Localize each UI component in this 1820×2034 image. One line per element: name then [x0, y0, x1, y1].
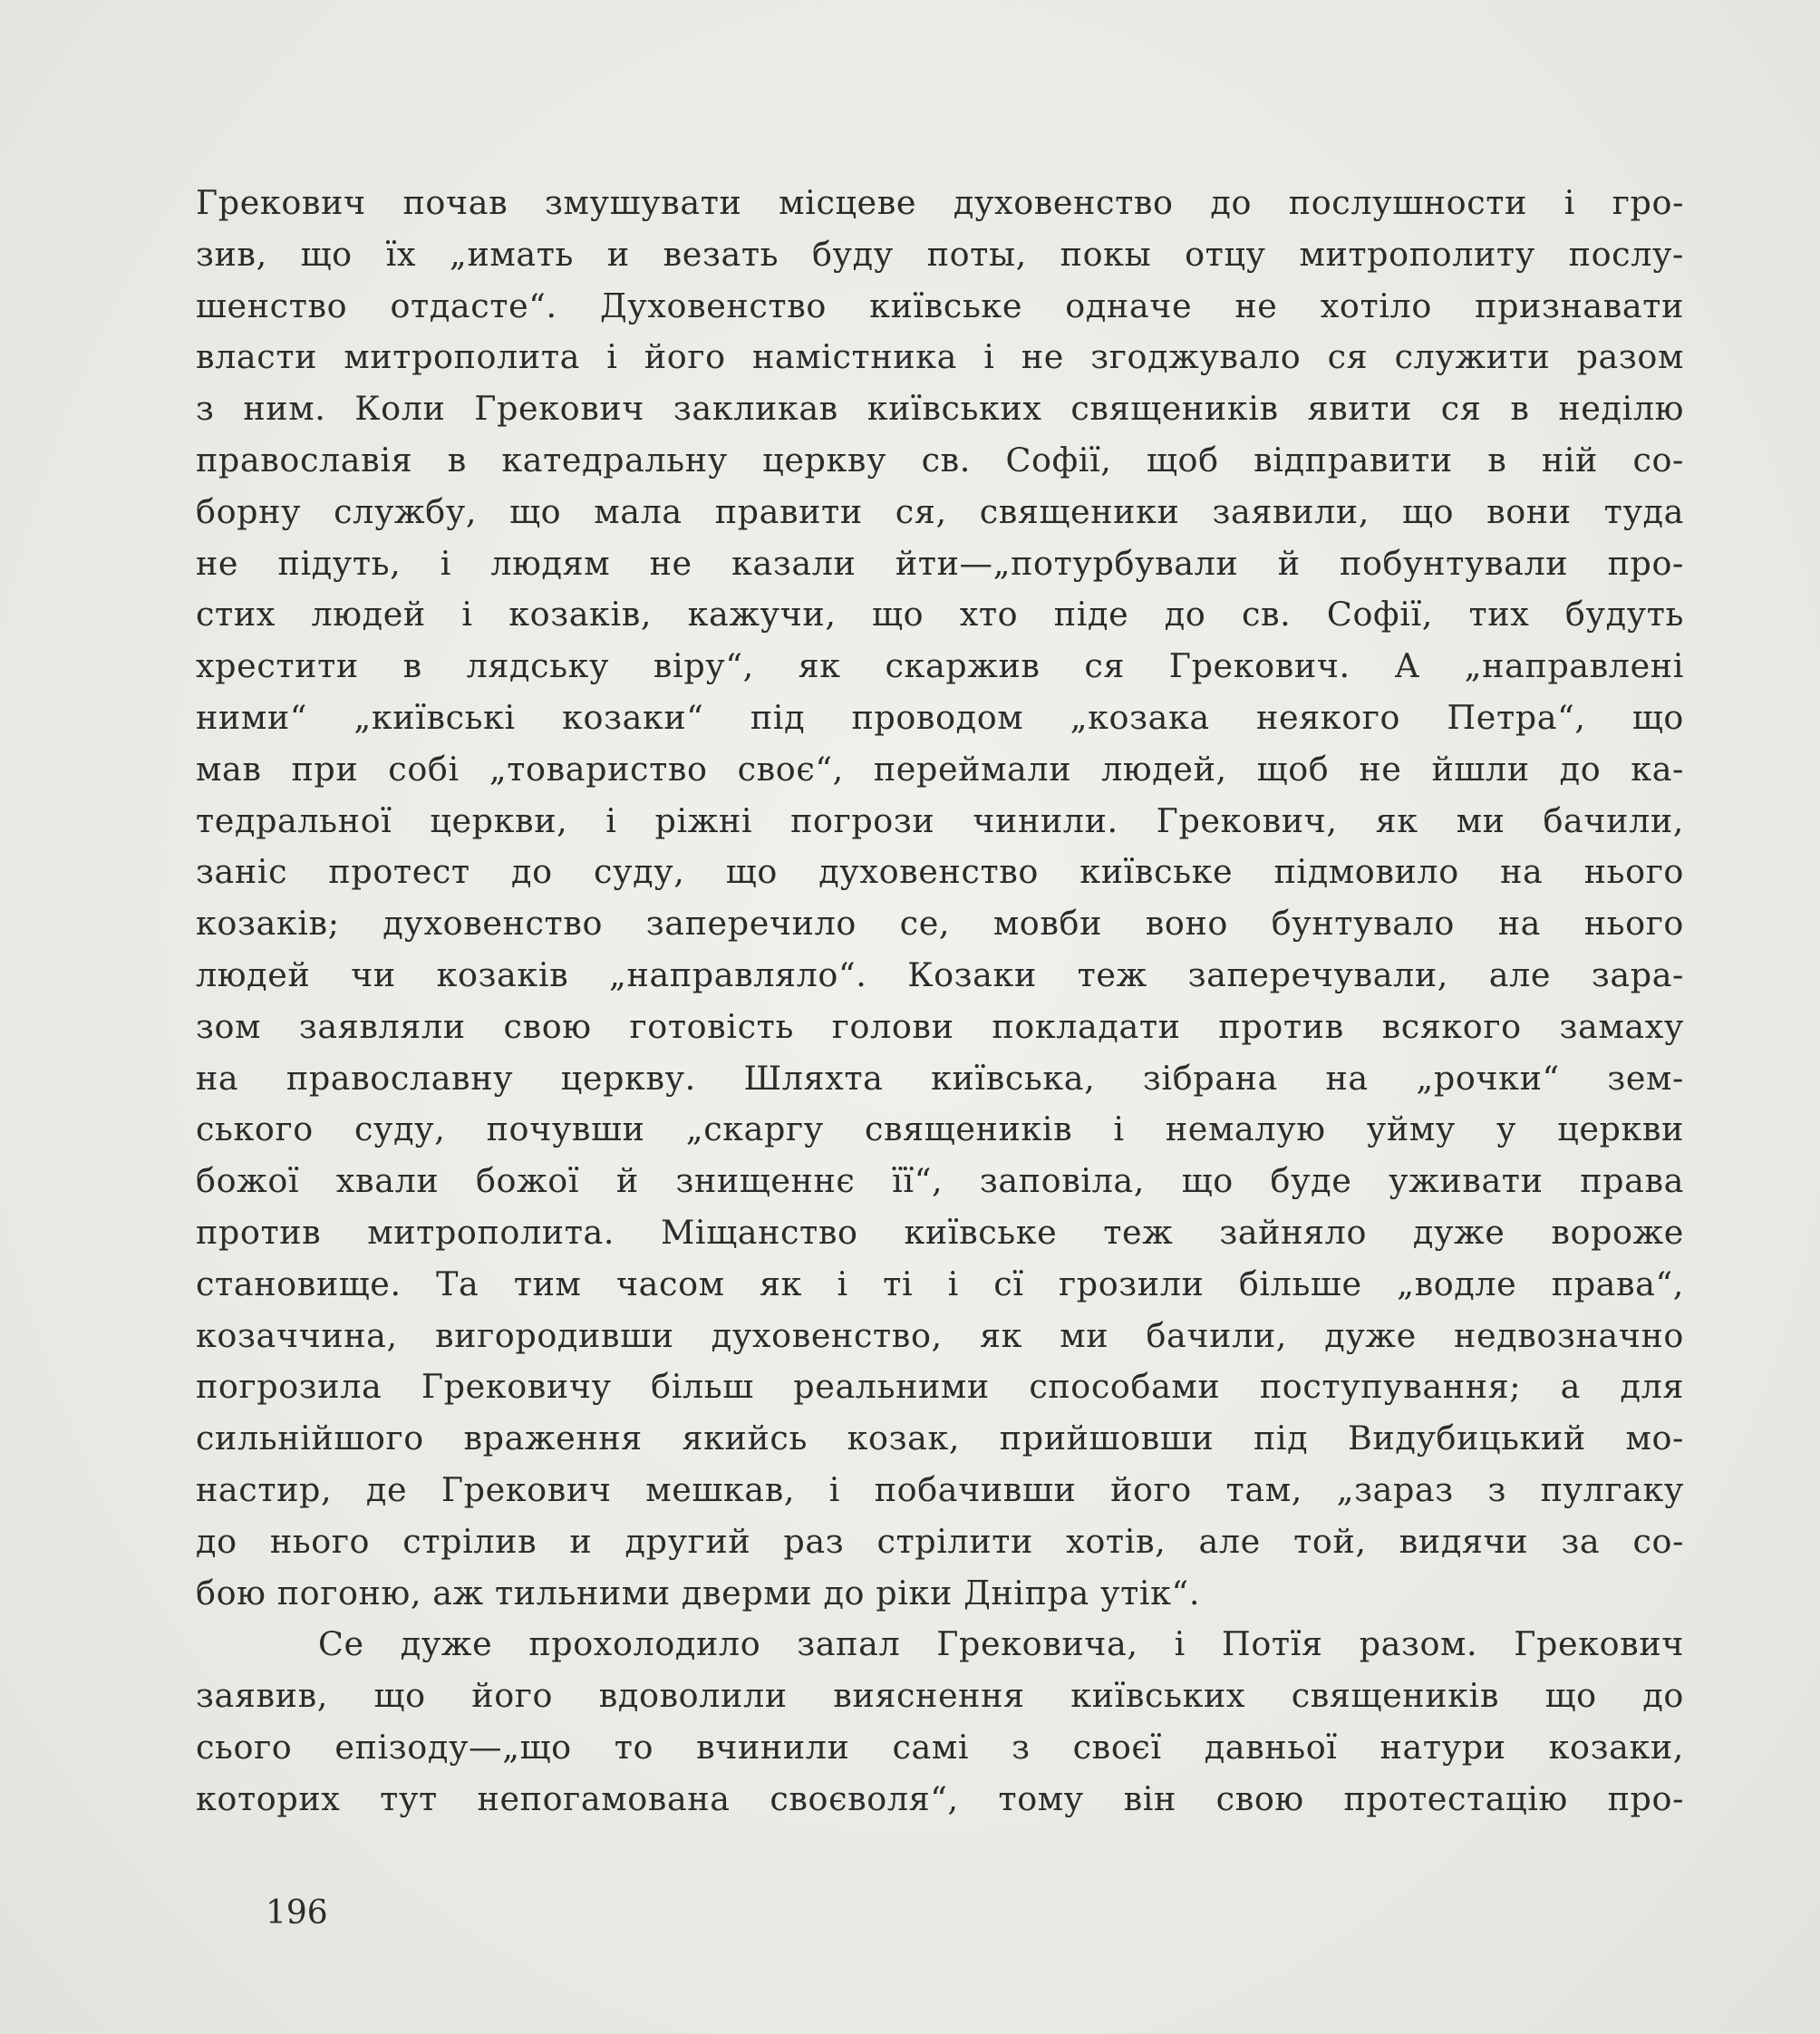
- text-line: власти митрополита і його намістника і не згоджувало ся служити разом: [196, 337, 1684, 377]
- text-line: до нього стрілив и другий раз стрілити хотів, але той, видячи за со-: [196, 1521, 1684, 1561]
- text-line: бою погоню, аж тильними дверми до ріки Дніпра утік“.: [196, 1573, 1201, 1613]
- text-line: сильнійшого враження якийсь козак, прийшовши під Видубицький мо-: [196, 1419, 1684, 1458]
- text-line: стих людей і козаків, кажучи, що хто піде до св. Софії, тих будуть: [196, 595, 1684, 634]
- text-line: сього епізоду—„що то вчинили самі з своєї давньої натури козаки,: [196, 1727, 1684, 1767]
- text-line: божої хвали божої й знищеннє її“, заповіла, що буде уживати права: [196, 1161, 1684, 1201]
- text-line: шенство отдасте“. Духовенство київське одначе не хотіло признавати: [196, 286, 1684, 325]
- text-line: ними“ „київські козаки“ під проводом „козака неякого Петра“, що: [196, 697, 1684, 737]
- text-line: зив, що їх „имать и везать буду поты, покы отцу митрополиту послу-: [196, 234, 1684, 274]
- text-line: погрозила Грековичу більш реальними способами поступування; а для: [196, 1367, 1684, 1407]
- text-line: православія в катедральну церкву св. Софії, щоб відправити в ній со-: [196, 440, 1684, 479]
- text-line: заявив, що його вдоволили вияснення київських священиків що до: [196, 1676, 1684, 1716]
- text-line: становище. Та тим часом як і ті і сї грозили більше „водле права“,: [196, 1264, 1684, 1303]
- text-line: козаччина, вигородивши духовенство, як ми бачили, дуже недвозначно: [196, 1315, 1684, 1355]
- paragraph-1: [196, 178, 1684, 1619]
- paragraph-2: [196, 1619, 1684, 1825]
- text-line: Се дуже прохолодило запал Грековича, і Потїя разом. Грекович: [318, 1624, 1684, 1664]
- text-line: козаків; духовенство заперечило се, мовби воно бунтувало на нього: [196, 904, 1684, 944]
- text-line: тедральної церкви, і ріжні погрози чинили. Грекович, як ми бачили,: [196, 800, 1684, 840]
- text-line: против митрополита. Міщанство київське теж зайняло дуже вороже: [196, 1212, 1684, 1252]
- text-line: з ним. Коли Грекович закликав київських священиків явити ся в неділю: [196, 389, 1684, 429]
- text-line: зом заявляли свою готовість голови покладати против всякого замаху: [196, 1006, 1684, 1046]
- text-line: Грекович почав змушувати місцеве духовенство до послушности і гро-: [196, 183, 1684, 222]
- text-line: ського суду, почувши „скаргу священиків і немалую уйму у церкви: [196, 1109, 1684, 1149]
- text-line: настир, де Грекович мешкав, і побачивши його там, „зараз з пулгаку: [196, 1469, 1684, 1509]
- text-line: заніс протест до суду, що духовенство київське підмовило на нього: [196, 852, 1684, 892]
- text-line: не підуть, і людям не казали йти—„потурбували й побунтували про-: [196, 543, 1684, 583]
- main-text: [196, 178, 1684, 1826]
- text-line: хрестити в лядську віру“, як скаржив ся Грекович. А „направлені: [196, 646, 1684, 686]
- text-line: на православну церкву. Шляхта київська, зібрана на „рочки“ зем-: [196, 1058, 1684, 1098]
- text-line: людей чи козаків „направляло“. Козаки теж заперечували, але зара-: [196, 954, 1684, 994]
- text-line: которих тут непогамована своєволя“, тому він свою протестацію про-: [196, 1778, 1684, 1818]
- page-number: 196: [266, 1894, 328, 1932]
- text-line: борну службу, що мала правити ся, священики заявили, що вони туда: [196, 491, 1684, 531]
- text-line: мав при собі „товариство своє“, переймали людей, щоб не йшли до ка-: [196, 749, 1684, 789]
